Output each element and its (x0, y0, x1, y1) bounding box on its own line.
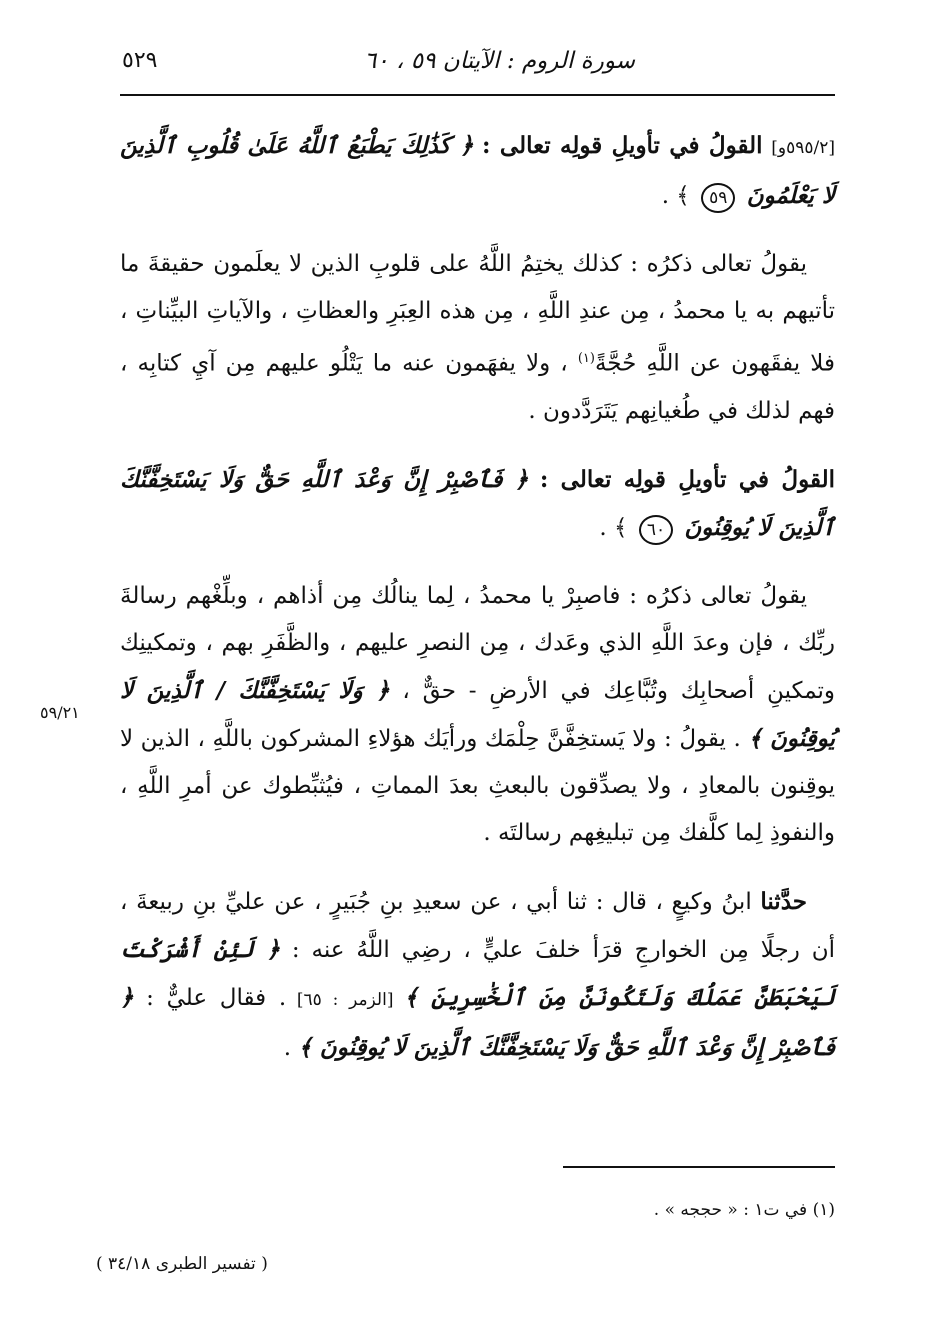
paragraph-text: يقولُ تعالى ذكرُه : فاصبِرْ يا محمدُ ، لِما ينالُك مِن أذاهم ، وبلِّغْهم رسالةَ ربِّك ، فإن وعدَ اللَّهِ الذي وعَدك ، مِن النصرِ عليهم ، والظَّفَرِ بهم ، وتمكينِك وتمكينِ أصحابِك وتُبَّاعِك في الأرضِ - حقٌّ ، (120, 582, 836, 704)
running-title: سورة الروم : الآيتان ٥٩ ، ٦٠ (364, 48, 635, 74)
quran-quote: ﴿ وَلَا يَسْتَخِفَّنَّكَ / ٱلَّذِينَ لَا يُوقِنُونَ ﴾ (120, 676, 835, 752)
quran-verse: ﴿ كَذَٰلِكَ يَطْبَعُ ٱللَّهُ عَلَىٰ قُلُوبِ ٱلَّذِينَ لَا يَعْلَمُونَ (120, 132, 835, 209)
body-text (120, 122, 835, 1093)
paragraph-text-cont: . يقولُ : ولا يَستخِفَّنَّ حِلْمَك ورأيَك هؤلاءِ المشركون باللَّهِ ، الذين لا يوقِنون بالمعادِ ، ولا يصدِّقون بالبعثِ بعدَ المماتِ ، فيُثبِّطوك عن أمرِ اللَّهِ ، والنفوذِ لِما كلَّفك مِن تبليغِهم رسالتَه . (120, 725, 835, 846)
footnote-rule (563, 1166, 835, 1168)
margin-reference: ٥٩/٢١ (40, 703, 80, 722)
quran-verse: ﴿ فَٱصْبِرْ إِنَّ وَعْدَ ٱللَّهِ حَقٌّ وَلَا يَسْتَخِفَّنَّكَ ٱلَّذِينَ لَا يُوقِنُونَ (120, 465, 835, 541)
section-heading-59 (120, 122, 835, 220)
section-heading-60 (120, 456, 835, 552)
heading-text: القولُ في تأويلِ قولِه تعالى : (539, 465, 835, 493)
narration-end: . (283, 1034, 299, 1061)
footnote: (١) في ت١ : « حججه » . (653, 1200, 835, 1220)
heading-text: القولُ في تأويلِ قولِه تعالى : (482, 132, 763, 159)
quran-quote-2: ﴿ فَٱصْبِرْ إِنَّ وَعْدَ ٱللَّهِ حَقٌّ وَلَا يَسْتَخِفَّنَّكَ ٱلَّذِينَ لَا يُوقِنُونَ ﴾ (120, 983, 835, 1061)
narration-lead: حدَّثنا (760, 887, 807, 915)
narration-text-cont: . فقال عليٌّ : (146, 984, 287, 1011)
commentary-paragraph-1 (120, 241, 835, 435)
running-head (120, 44, 835, 84)
quran-quote-1: ﴿ لَئِنْ أَشْرَكْتَ لَيَحْبَطَنَّ عَمَلُكَ وَلَتَكُونَنَّ مِنَ ٱلْخَٰسِرِينَ ﴾ (120, 935, 835, 1011)
verse-close: ﴾ . (599, 514, 628, 541)
ayah-number-marker: ٦٠ (639, 515, 673, 545)
manuscript-ref: [٥٩٥/٢و] (771, 138, 836, 158)
paragraph-text: يقولُ تعالى ذكرُه : كذلك يختِمُ اللَّهُ على قلوبِ الذين لا يعلَمون حقيقةَ ما تأتيهم به يا محمدُ ، مِن عندِ اللَّهِ ، مِن هذه العِبَرِ والعظاتِ ، والآياتِ البيِّناتِ ، فلا يفقَهون عن اللَّهِ حُجَّةً (120, 251, 835, 377)
narration-paragraph (120, 878, 835, 1072)
paragraph-text-cont: ، ولا يفهَمون عنه ما يَتْلُو عليهم مِن آيِ كتابِه ، فهم لذلك في طُغيانِهم يَتَرَدَّدون . (120, 350, 835, 424)
header-rule (120, 94, 835, 96)
footnote-marker: (١) (577, 351, 595, 366)
commentary-paragraph-2 (120, 573, 835, 857)
verse-close: ﴾ . (661, 183, 690, 209)
surah-reference: [الزمر : ٦٥] (286, 989, 405, 1010)
ayah-number-marker: ٥٩ (701, 183, 735, 213)
narration-text: ابنُ وكيعٍ ، قال : ثنا أبي ، عن سعيدِ بنِ جُبَيرٍ ، عن عليِّ بنِ ربيعةَ ، أن رجلًا مِن الخوارجِ قرَأ خلفَ عليٍّ ، رضِي اللَّهُ عنه : (120, 888, 835, 963)
bottom-reference: ( تفسير الطبرى ٣٤/١٨ ) (96, 1254, 268, 1274)
page-number: ٥٢٩ (122, 48, 158, 73)
